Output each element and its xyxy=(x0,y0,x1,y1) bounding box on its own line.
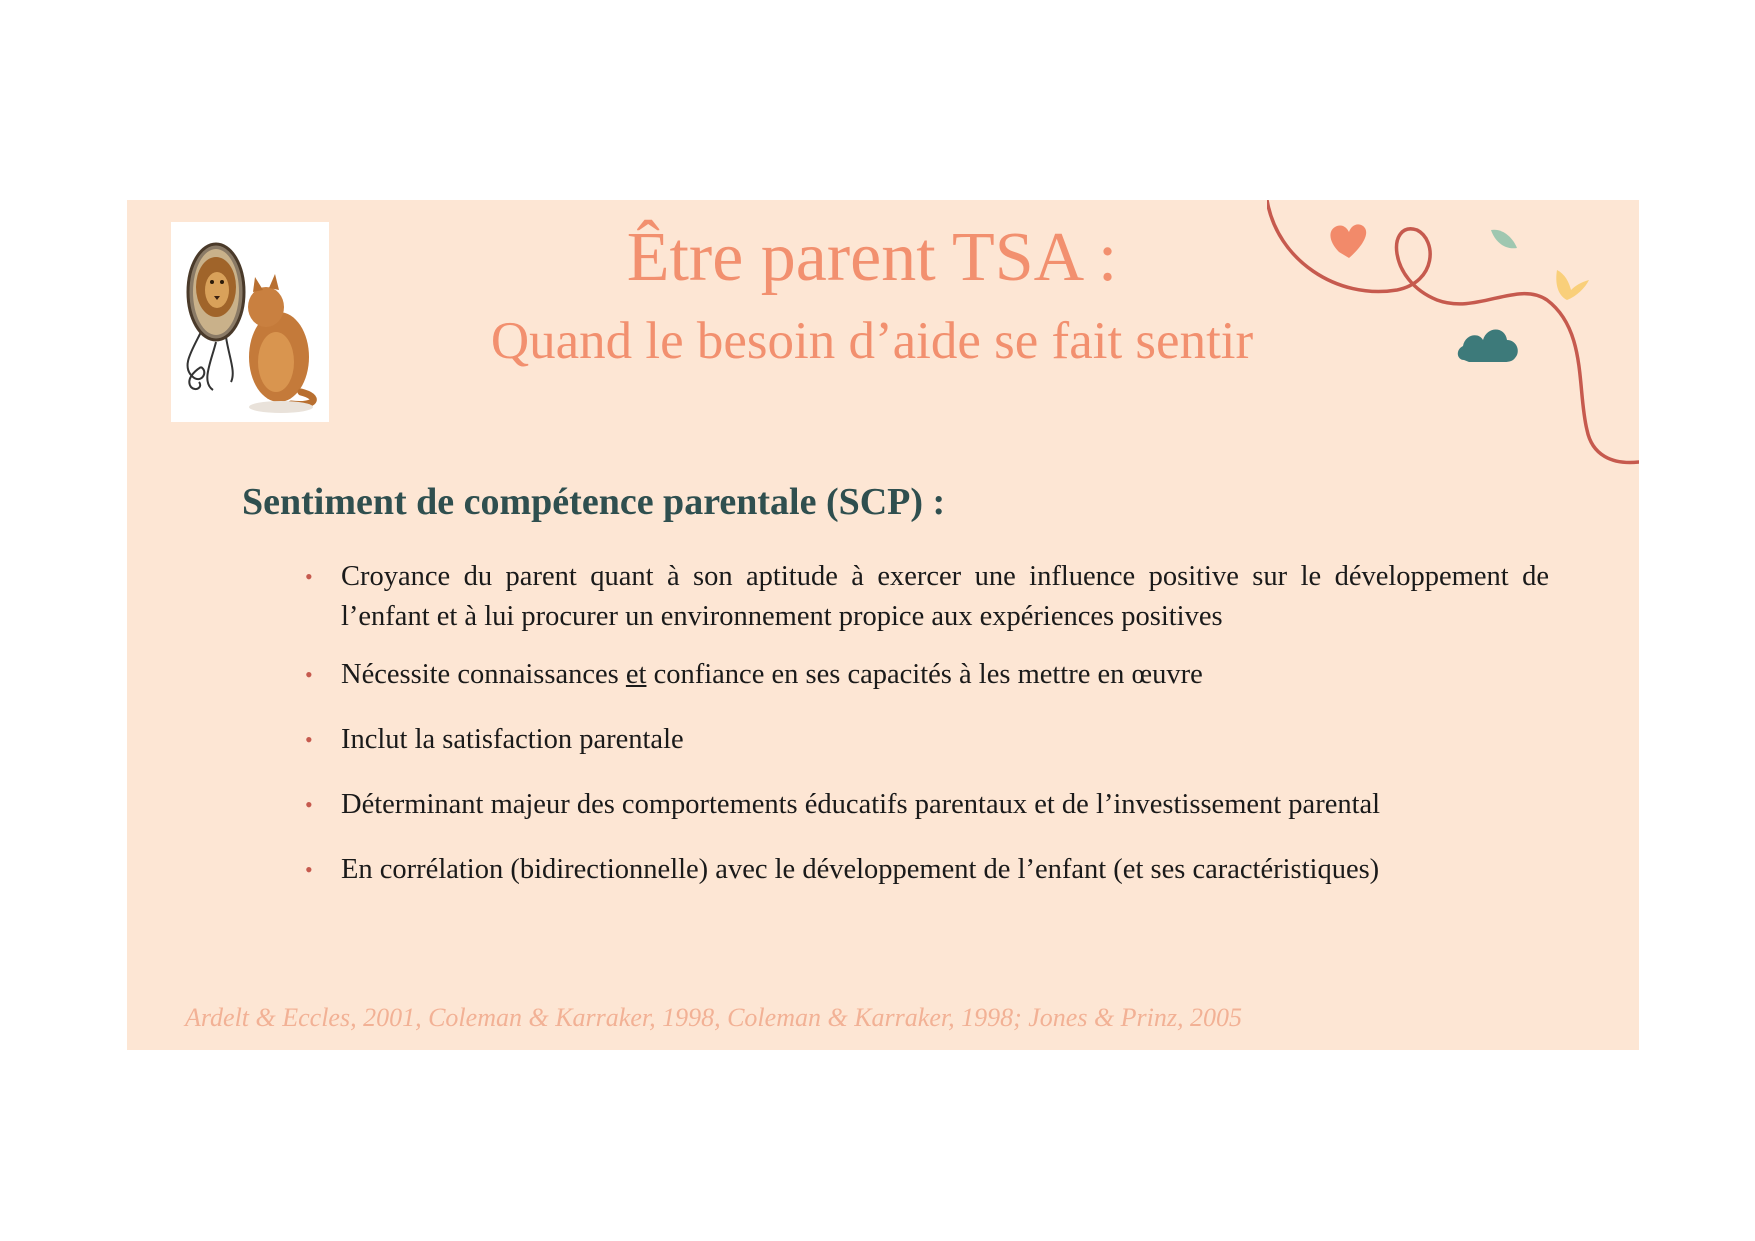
list-item xyxy=(305,785,1549,825)
bullet-icon: • xyxy=(305,727,313,752)
section-heading: Sentiment de compétence parentale (SCP) : xyxy=(242,481,946,523)
list-item xyxy=(305,850,1549,890)
bullet-icon: • xyxy=(305,564,313,589)
bullet-text: Croyance du parent quant à son aptitude à exercer une influence positive sur le développement de l’enfant et à lui procurer un environnement propice aux expériences positives xyxy=(341,561,1549,632)
bullet-icon: • xyxy=(305,792,313,817)
bullet-icon: • xyxy=(305,662,313,687)
list-item xyxy=(305,655,1549,695)
bullet-icon: • xyxy=(305,857,313,882)
bullet-list xyxy=(305,557,1549,915)
bullet-text: En corrélation (bidirectionnelle) avec le développement de l’enfant (et ses caractéristiques) xyxy=(341,854,1380,885)
bullet-text-before: Nécessite connaissances xyxy=(341,659,626,690)
slide-title: Être parent TSA : xyxy=(626,219,1118,296)
bullet-text: Inclut la satisfaction parentale xyxy=(341,724,684,755)
references: Ardelt & Eccles, 2001, Coleman & Karraker, 1998, Coleman & Karraker, 1998; Jones & Prinz, 2005 xyxy=(185,1003,1243,1032)
slide-subtitle: Quand le besoin d’aide se fait sentir xyxy=(490,312,1254,370)
list-item xyxy=(305,557,1549,637)
slide xyxy=(127,200,1639,1050)
bullet-text-underlined: et xyxy=(625,659,647,690)
list-item xyxy=(305,720,1549,760)
bullet-text-after: confiance en ses capacités à les mettre en œuvre xyxy=(646,659,1203,690)
bullet-text: Déterminant majeur des comportements éducatifs parentaux et de l’investissement parental xyxy=(341,789,1381,820)
